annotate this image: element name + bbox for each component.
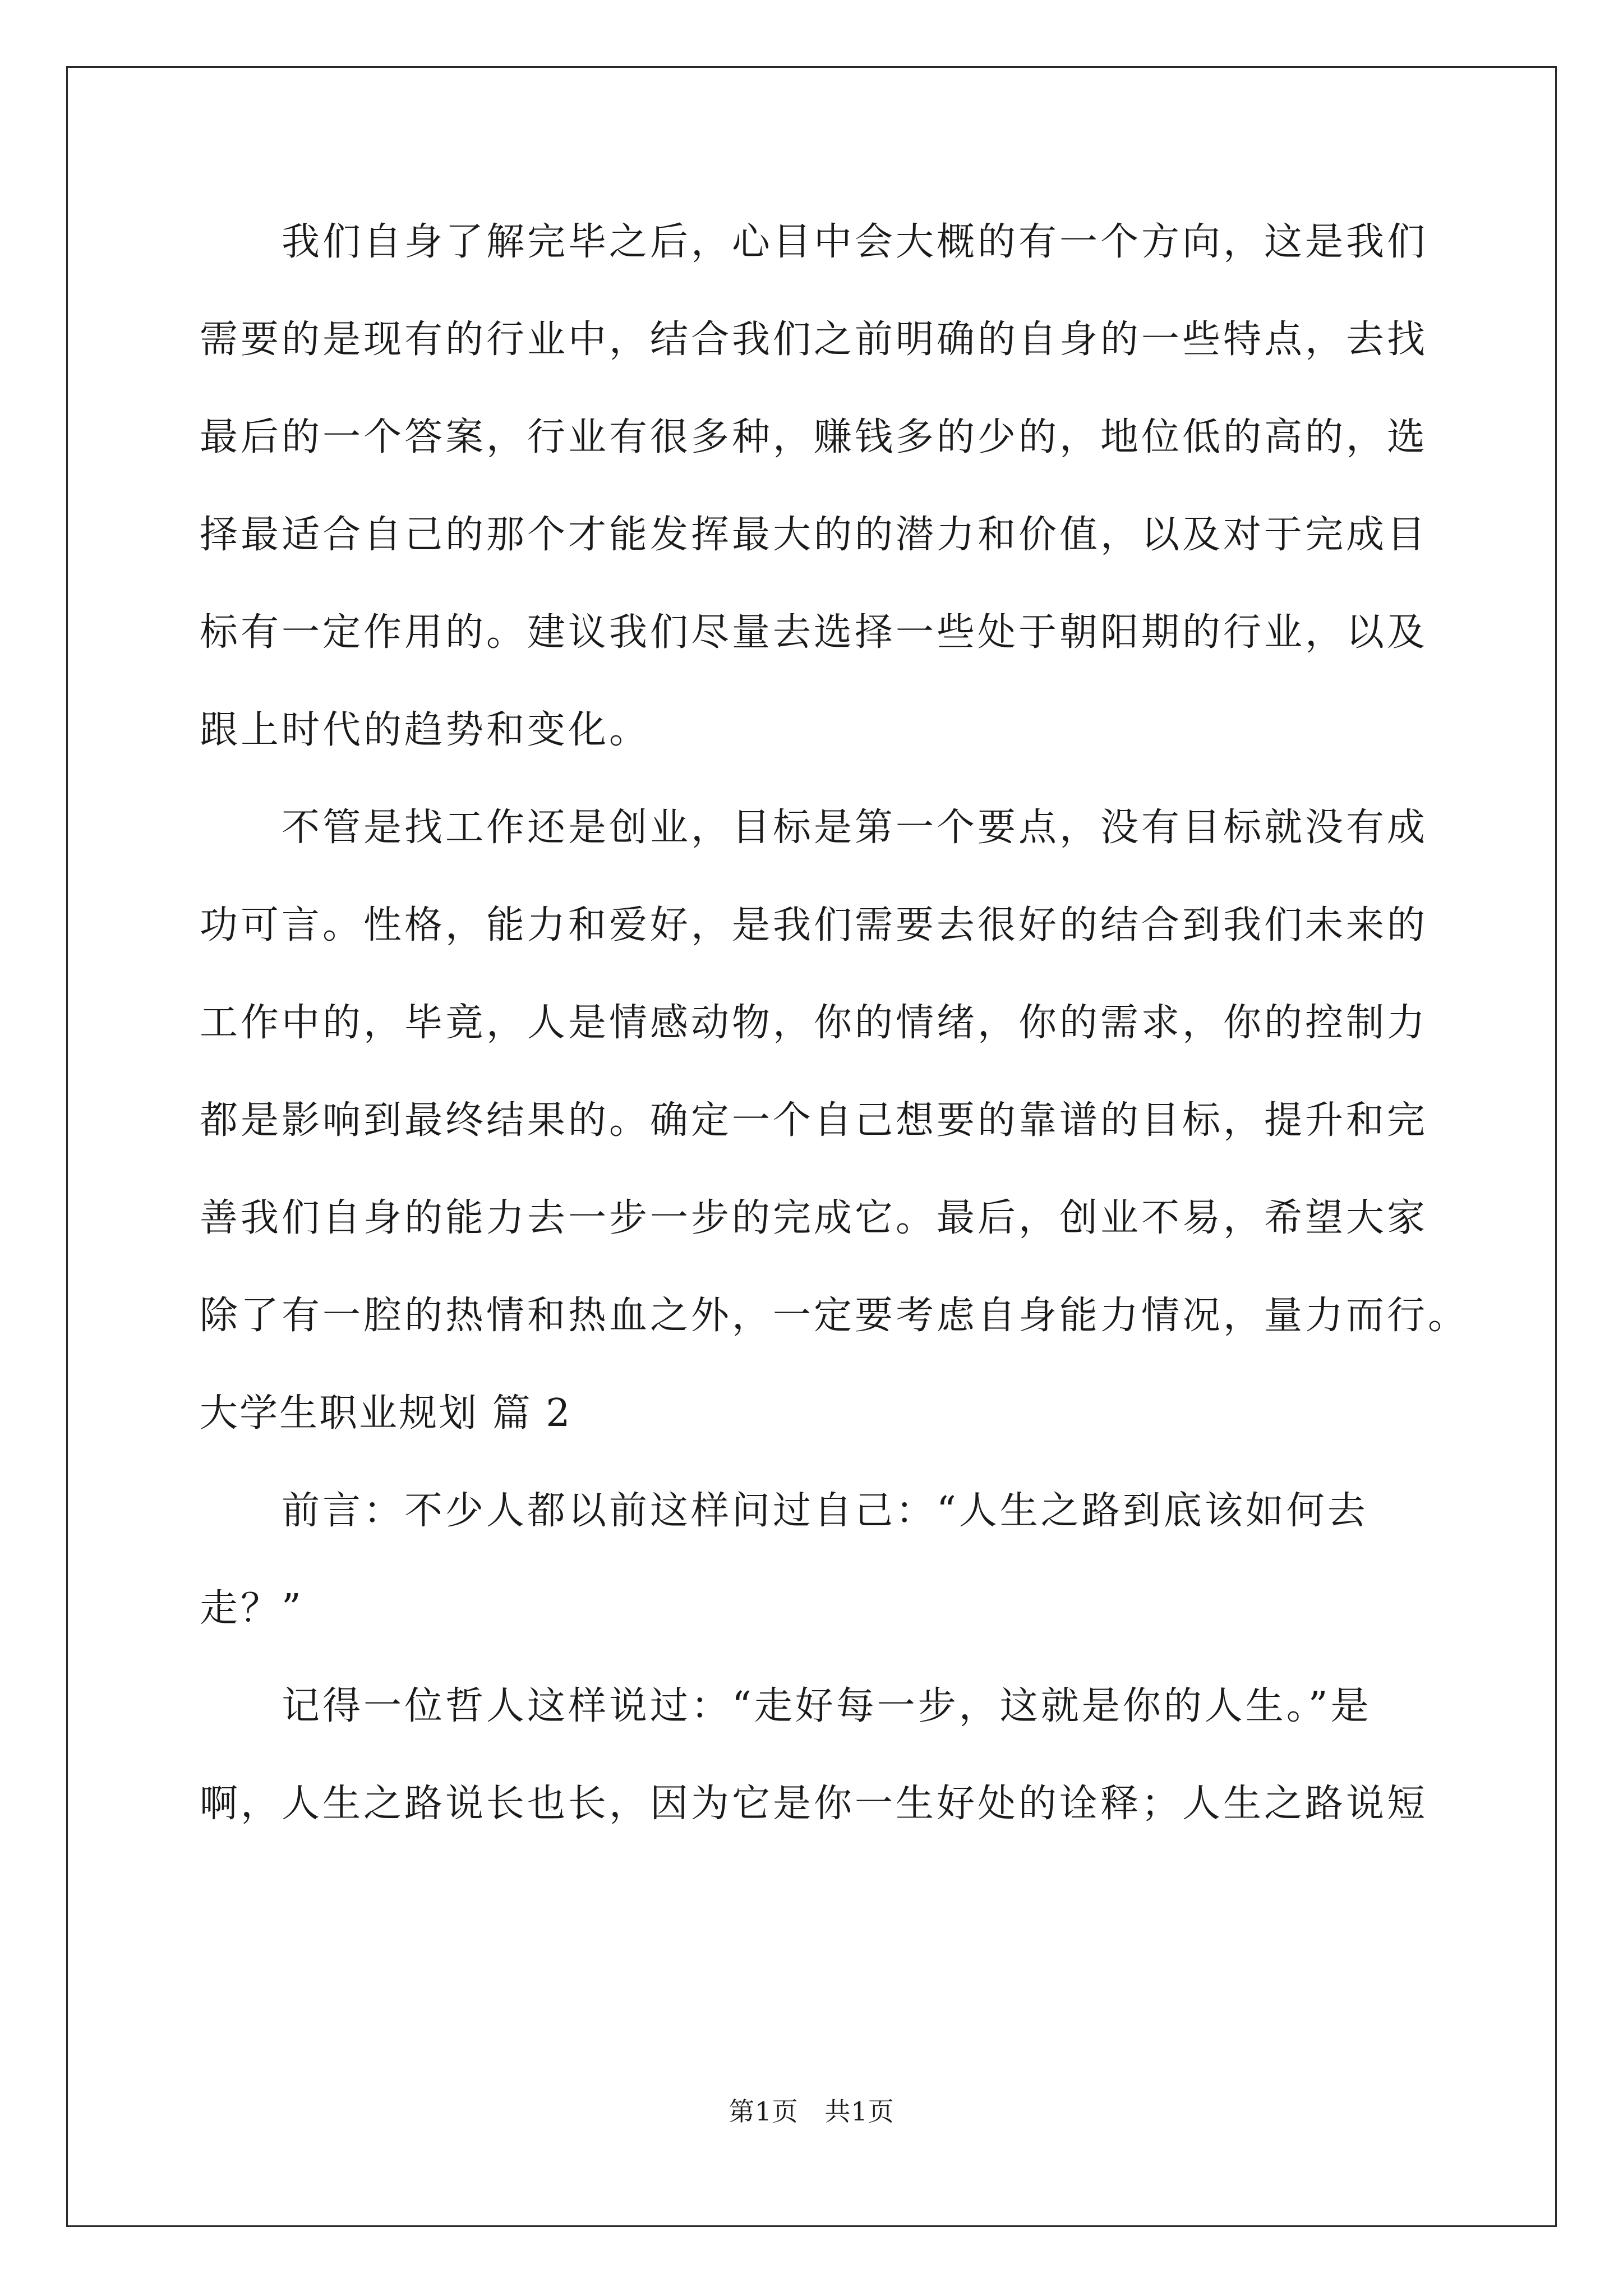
paragraph-1-line-4: 择最适合自己的那个才能发挥最大的的潜力和价值，以及对于完成目 [200, 513, 1428, 557]
paragraph-1-line-1: 我们自身了解完毕之后，心目中会大概的有一个方向，这是我们 [282, 220, 1428, 264]
paragraph-2-line-3: 工作中的，毕竟，人是情感动物，你的情绪，你的需求，你的控制力 [200, 1001, 1428, 1045]
section-heading: 大学生职业规划 篇 2 [200, 1391, 572, 1435]
paragraph-2-line-2: 功可言。性格，能力和爱好，是我们需要去很好的结合到我们未来的 [200, 903, 1428, 947]
paragraph-1-line-5: 标有一定作用的。建议我们尽量去选择一些处于朝阳期的行业，以及 [200, 610, 1428, 655]
paragraph-1-line-2: 需要的是现有的行业中，结合我们之前明确的自身的一些特点，去找 [200, 318, 1428, 362]
paragraph-1-line-3: 最后的一个答案，行业有很多种，赚钱多的少的，地位低的高的，选 [200, 415, 1428, 459]
paragraph-4-line-1: 记得一位哲人这样说过：“走好每一步，这就是你的人生。”是 [282, 1684, 1372, 1728]
paragraph-3-line-2: 走？” [200, 1586, 304, 1631]
paragraph-3-line-1: 前言：不少人都以前这样问过自己：“人生之路到底该如何去 [282, 1489, 1368, 1533]
paragraph-2-line-5: 善我们自身的能力去一步一步的完成它。最后，创业不易，希望大家 [200, 1196, 1428, 1240]
paragraph-2-line-1: 不管是找工作还是创业，目标是第一个要点，没有目标就没有成 [282, 806, 1428, 850]
page-footer: 第1页 共1页 [728, 2096, 895, 2127]
paragraph-2-line-6: 除了有一腔的热情和热血之外，一定要考虑自身能力情况，量力而行。 [200, 1294, 1469, 1338]
paragraph-2-line-4: 都是影响到最终结果的。确定一个自己想要的靠谱的目标，提升和完 [200, 1098, 1428, 1143]
document-body [200, 194, 1469, 1853]
paragraph-1-line-6: 跟上时代的趋势和变化。 [200, 708, 651, 752]
paragraph-4-line-2: 啊，人生之路说长也长，因为它是你一生好处的诠释；人生之路说短 [200, 1782, 1428, 1826]
